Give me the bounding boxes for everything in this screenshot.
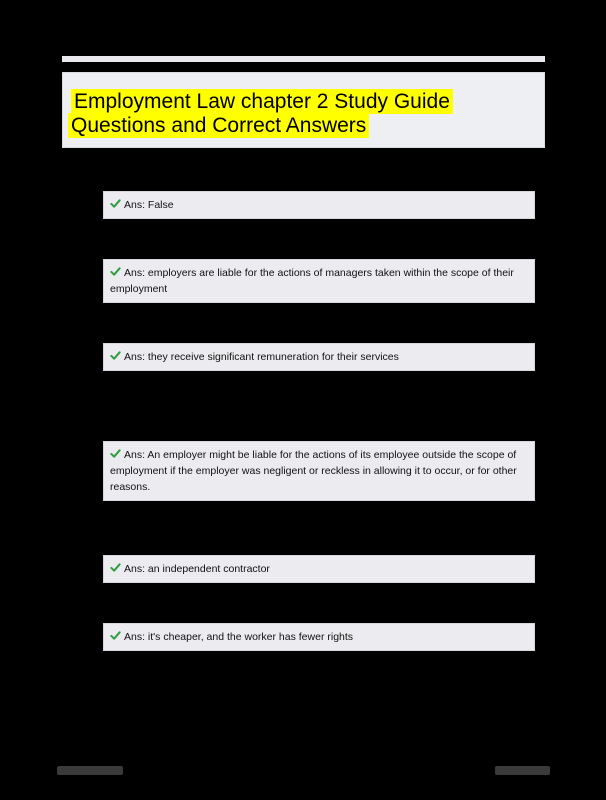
answer-text: Ans: False xyxy=(124,199,174,211)
check-icon xyxy=(110,198,121,209)
answer-box xyxy=(103,259,535,303)
page-title-line-2: Questions and Correct Answers xyxy=(68,113,369,138)
answer-text: Ans: they receive significant remuneration for their services xyxy=(124,351,399,363)
title-box xyxy=(62,72,545,148)
answer-box xyxy=(103,191,535,219)
footer-left-blurred xyxy=(57,766,123,775)
answer-text: Ans: it's cheaper, and the worker has fewer rights xyxy=(124,631,354,643)
answer-box xyxy=(103,441,535,501)
check-icon xyxy=(110,266,121,277)
answer-box xyxy=(103,343,535,371)
check-icon xyxy=(110,350,121,361)
check-icon xyxy=(110,448,121,459)
answer-text: Ans: employers are liable for the actions of managers taken within the scope of their employment xyxy=(110,267,514,295)
answer-text: Ans: An employer might be liable for the actions of its employee outside the scope of employment if the employer was negligent or reckless in allowing it to occur, or for other reasons. xyxy=(110,449,517,493)
answer-text: Ans: an independent contractor xyxy=(124,563,270,575)
check-icon xyxy=(110,562,121,573)
header-rule xyxy=(62,56,545,62)
answer-box xyxy=(103,623,535,651)
page-title-line-1: Employment Law chapter 2 Study Guide xyxy=(71,89,453,114)
check-icon xyxy=(110,630,121,641)
answer-box xyxy=(103,555,535,583)
footer-page-number-blurred xyxy=(495,766,550,775)
